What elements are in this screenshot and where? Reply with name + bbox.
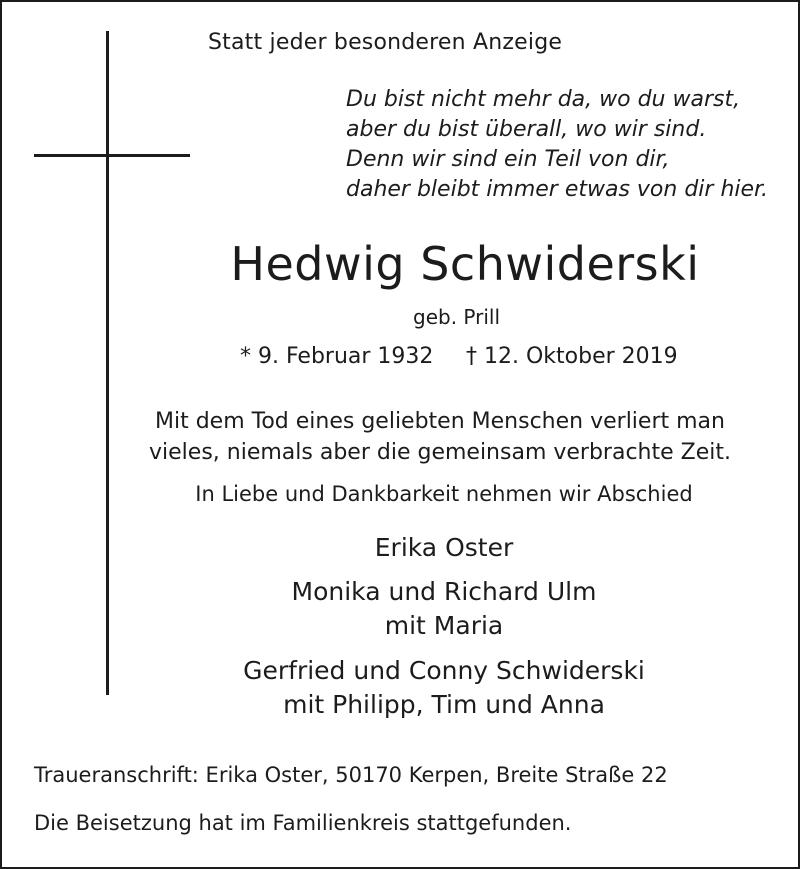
quote-line: Mit dem Tod eines geliebten Menschen verliert man bbox=[155, 409, 725, 434]
family-member: Monika und Richard Ulm bbox=[291, 577, 597, 606]
quote-line: vieles, niemals aber die gemeinsam verbrachte Zeit. bbox=[149, 440, 731, 465]
mourning-address: Traueranschrift: Erika Oster, 50170 Kerpen, Breite Straße 22 bbox=[34, 763, 668, 787]
quote bbox=[0, 406, 800, 468]
birth-date: * 9. Februar 1932 bbox=[240, 344, 434, 369]
poem-line: Du bist nicht mehr da, wo du warst, bbox=[346, 87, 741, 112]
poem-line: daher bleibt immer etwas von dir hier. bbox=[346, 177, 769, 202]
poem-line: aber du bist überall, wo wir sind. bbox=[346, 117, 707, 142]
cross-icon-horizontal-beam bbox=[34, 154, 190, 157]
deceased-name: Hedwig Schwiderski bbox=[230, 237, 700, 291]
death-date: † 12. Oktober 2019 bbox=[466, 344, 678, 369]
family-group bbox=[0, 575, 800, 643]
maiden-name: geb. Prill bbox=[413, 305, 501, 329]
family-group bbox=[0, 654, 800, 722]
notice-header: Statt jeder besonderen Anzeige bbox=[208, 30, 563, 55]
poem bbox=[346, 85, 768, 205]
poem-line: Denn wir sind ein Teil von dir, bbox=[346, 147, 670, 172]
burial-note: Die Beisetzung hat im Familienkreis stattgefunden. bbox=[34, 811, 572, 835]
family-member: mit Philipp, Tim und Anna bbox=[283, 690, 605, 719]
family-member: Gerfried und Conny Schwiderski bbox=[243, 656, 645, 685]
farewell-text: In Liebe und Dankbarkeit nehmen wir Abschied bbox=[195, 482, 693, 506]
family-group bbox=[0, 531, 800, 565]
family-member: mit Maria bbox=[384, 611, 504, 640]
family-member: Erika Oster bbox=[374, 533, 514, 562]
